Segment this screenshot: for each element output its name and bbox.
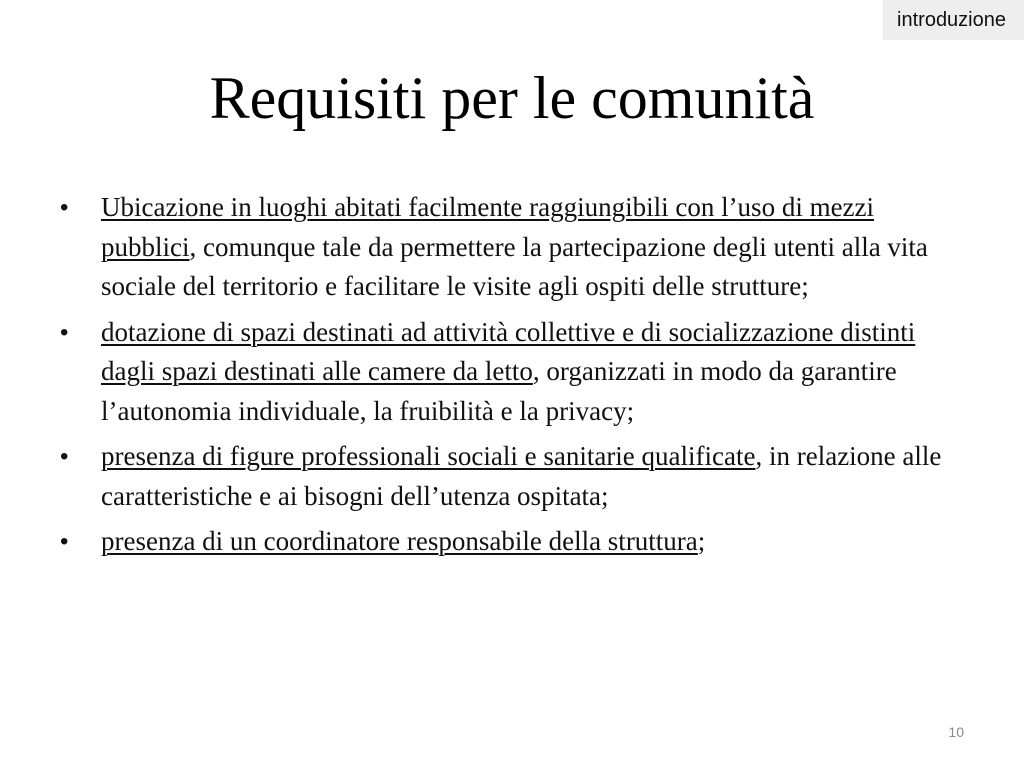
bullet-item <box>60 188 960 307</box>
bullet-underlined-text: presenza di figure professionali sociali e sanitarie qualificate <box>101 441 756 471</box>
bullet-text: , in relazione alle caratteristiche e ai bisogni dell’utenza ospitata; <box>101 441 942 511</box>
bullet-marker: • <box>60 318 69 346</box>
bullet-text: , comunque tale da permettere la partecipazione degli utenti alla vita sociale del territorio e facilitare le visite agli ospiti delle strutture; <box>101 231 928 301</box>
bullet-marker: • <box>60 528 69 555</box>
bullet-item <box>60 437 960 516</box>
bullet-marker: • <box>60 194 69 221</box>
bullet-underlined-text: presenza di un coordinatore responsabile della struttura <box>101 526 698 556</box>
section-tag: introduzione <box>883 0 1024 40</box>
bullet-item <box>60 522 960 562</box>
bullet-marker: • <box>60 443 69 470</box>
bullet-item <box>60 313 960 432</box>
bullet-text: ; <box>697 526 706 556</box>
bullet-underlined-text: Ubicazione in luoghi abitati facilmente raggiungibili con l’uso di mezzi pubblici <box>101 192 875 262</box>
bullet-list <box>60 188 960 562</box>
bullet-text: , organizzati in modo da garantire l’autonomia individuale, la fruibilità e la privacy; <box>101 356 897 426</box>
page-number: 10 <box>948 724 964 740</box>
slide-title: Requisiti per le comunità <box>209 65 815 131</box>
bullet-underlined-text: dotazione di spazi destinati ad attività collettive e di socializzazione distinti dagli spazi destinati alle camere da letto <box>101 316 916 386</box>
